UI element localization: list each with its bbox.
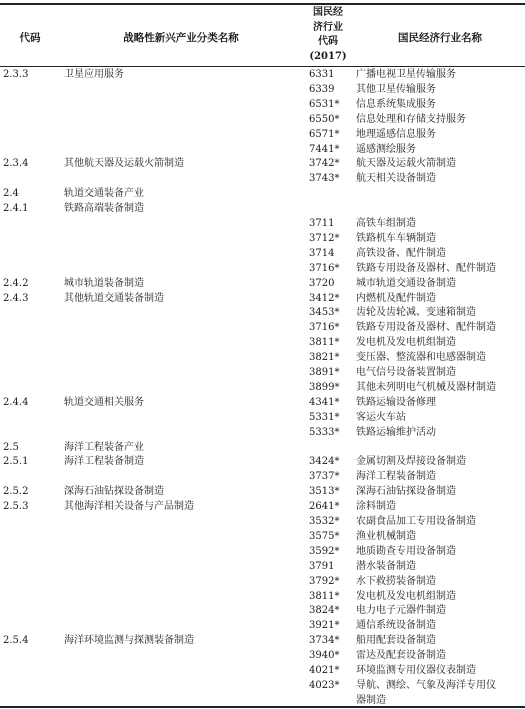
row-national-code: 6531* (309, 98, 340, 110)
row-category-name: 其他航天器及运载火箭制造 (64, 158, 184, 170)
row-code: 2.5.3 (3, 501, 29, 513)
row-national-code: 3734* (309, 635, 340, 647)
row-national-code: 3575* (309, 530, 340, 542)
table-row (0, 618, 525, 633)
row-category-name: 卫星应用服务 (64, 69, 124, 80)
row-code: 2.4.3 (3, 292, 29, 304)
table-row (0, 529, 525, 544)
row-category-name: 轨道交通装备产业 (64, 188, 144, 200)
table-row (0, 350, 525, 365)
table-row (0, 216, 525, 231)
row-industry-name: 农副食品加工专用设备制造 (356, 516, 476, 527)
row-industry-name: 深海石油钻探设备制造 (356, 486, 456, 498)
row-national-code: 3592* (309, 545, 340, 557)
table-row (0, 142, 525, 157)
table-top-rule (0, 3, 525, 5)
row-category-name: 海洋工程装备制造 (64, 456, 144, 468)
table-row (0, 261, 525, 276)
row-industry-name: 信息系统集成服务 (356, 98, 436, 110)
table-row (0, 663, 525, 678)
row-national-code: 3453* (309, 307, 340, 319)
table-row (0, 231, 525, 246)
row-industry-name: 齿轮及齿轮减、变速箱制造 (356, 307, 476, 319)
table-row (0, 589, 525, 604)
row-industry-name: 船用配套设备制造 (356, 635, 436, 647)
table-bottom-rule (0, 706, 525, 708)
table-row (0, 380, 525, 395)
row-national-code: 3921* (309, 620, 340, 632)
row-industry-name: 器制造 (356, 694, 386, 706)
row-industry-name: 城市轨道交通设备制造 (356, 277, 456, 289)
table-row (0, 425, 525, 440)
row-industry-name: 地理遥感信息服务 (356, 128, 436, 140)
table-row (0, 678, 525, 693)
table-row (0, 112, 525, 127)
header-national-code (300, 6, 356, 64)
table-row (0, 544, 525, 559)
row-industry-name: 雷达及配套设备制造 (356, 650, 446, 662)
row-national-code: 3821* (309, 352, 340, 364)
row-code: 2.4.1 (3, 203, 29, 215)
row-national-code: 3712* (309, 232, 340, 244)
table-row (0, 97, 525, 112)
row-industry-name: 潜水装备制造 (356, 560, 416, 572)
row-code: 2.3.3 (3, 69, 29, 80)
table-row (0, 603, 525, 618)
row-category-name: 轨道交通相关服务 (64, 396, 144, 408)
row-national-code: 5333* (309, 426, 340, 438)
row-industry-name: 电气信号设备装置制造 (356, 367, 456, 378)
row-industry-name: 航天器及运载火箭制造 (356, 158, 456, 170)
row-national-code: 2641* (309, 501, 340, 513)
table-row (0, 276, 525, 291)
header-code: 代码 (19, 32, 41, 44)
row-national-code: 3891* (309, 367, 340, 378)
row-category-name: 深海石油钻探设备制造 (64, 486, 164, 498)
row-national-code: 5331* (309, 411, 340, 423)
table-row (0, 67, 525, 82)
table-row (0, 574, 525, 589)
row-industry-name: 铁路专用设备及器材、配件制造 (356, 262, 496, 274)
header-category-name: 战略性新兴产业分类名称 (123, 32, 239, 44)
header-national-code-line: 济行业 (313, 21, 343, 33)
row-industry-name: 高铁车组制造 (356, 218, 416, 229)
row-category-name: 铁路高端装备制造 (64, 203, 144, 215)
table-row (0, 320, 525, 335)
header-national-code-line: (2017) (309, 50, 347, 62)
row-national-code: 3412* (309, 292, 340, 304)
row-industry-name: 铁路运输维护活动 (356, 426, 436, 438)
row-category-name: 海洋工程装备产业 (64, 441, 144, 453)
row-national-code: 6571* (309, 128, 340, 140)
table-row (0, 633, 525, 648)
row-national-code: 4023* (309, 679, 340, 691)
table-row (0, 365, 525, 380)
row-industry-name: 铁路运输设备修理 (356, 396, 436, 408)
row-industry-name: 变压器、整流器和电感器制造 (356, 352, 486, 364)
row-industry-name: 水下救捞装备制造 (356, 575, 436, 587)
row-national-code: 3811* (309, 590, 340, 602)
header-industry-name: 国民经济行业名称 (398, 32, 482, 44)
row-national-code: 3716* (309, 322, 340, 334)
row-industry-name: 海洋工程装备制造 (356, 471, 436, 483)
row-national-code: 6550* (309, 113, 340, 125)
table-row (0, 440, 525, 455)
row-industry-name: 航天相关设备制造 (356, 173, 436, 185)
row-industry-name: 其他未列明电气机械及器材制造 (356, 381, 496, 393)
row-national-code: 3720 (309, 277, 335, 289)
table-row (0, 514, 525, 529)
table-row (0, 156, 525, 171)
table-row (0, 246, 525, 261)
row-national-code: 4021* (309, 665, 340, 676)
row-category-name: 城市轨道装备制造 (64, 277, 144, 289)
row-code: 2.5.1 (3, 456, 29, 468)
row-industry-name: 铁路机车车辆制造 (356, 232, 436, 244)
row-national-code: 3532* (309, 516, 340, 527)
row-national-code: 3513* (309, 486, 340, 498)
row-national-code: 3824* (309, 605, 340, 617)
table-row (0, 171, 525, 186)
row-code: 2.5.4 (3, 635, 29, 647)
row-industry-name: 高铁设备、配件制造 (356, 247, 446, 259)
row-national-code: 6339 (309, 83, 335, 95)
table-row (0, 469, 525, 484)
table-row (0, 559, 525, 574)
table-row (0, 454, 525, 469)
row-industry-name: 广播电视卫星传输服务 (356, 69, 456, 80)
row-industry-name: 通信系统设备制造 (356, 620, 436, 632)
row-industry-name: 内燃机及配件制造 (356, 292, 436, 304)
header-national-code-line: 国民经 (313, 7, 343, 18)
table-row (0, 484, 525, 499)
row-code: 2.5 (3, 441, 19, 453)
table-row (0, 410, 525, 425)
row-industry-name: 其他卫星传输服务 (356, 83, 436, 95)
table-row (0, 82, 525, 97)
row-category-name: 其他轨道交通装备制造 (64, 292, 164, 304)
table-row (0, 305, 525, 320)
row-national-code: 3424* (309, 456, 340, 468)
row-national-code: 7441* (309, 143, 340, 155)
table-row (0, 127, 525, 142)
row-industry-name: 涂料制造 (356, 501, 396, 513)
row-code: 2.4 (3, 188, 19, 200)
row-national-code: 3792* (309, 575, 340, 587)
row-national-code: 3811* (309, 337, 340, 349)
row-national-code: 6331 (309, 69, 335, 80)
table-row (0, 201, 525, 216)
row-industry-name: 金属切割及焊接设备制造 (356, 456, 466, 468)
row-industry-name: 环境监测专用仪器仪表制造 (356, 665, 476, 676)
row-national-code: 3743* (309, 173, 340, 185)
row-national-code: 3791 (309, 560, 335, 572)
row-industry-name: 渔业机械制造 (356, 530, 416, 542)
row-industry-name: 发电机及发电机组制造 (356, 590, 456, 602)
row-category-name: 其他海洋相关设备与产品制造 (64, 501, 194, 513)
row-code: 2.4.4 (3, 396, 29, 408)
row-national-code: 3742* (309, 158, 340, 170)
row-category-name: 海洋环境监测与探测装备制造 (64, 635, 194, 647)
table-row (0, 291, 525, 306)
row-industry-name: 导航、测绘、气象及海洋专用仪 (356, 679, 496, 691)
row-code: 2.4.2 (3, 277, 29, 289)
row-national-code: 3716* (309, 262, 340, 274)
row-national-code: 3714 (309, 247, 335, 259)
row-industry-name: 铁路专用设备及器材、配件制造 (356, 322, 496, 334)
row-national-code: 3899* (309, 381, 340, 393)
row-industry-name: 发电机及发电机组制造 (356, 337, 456, 349)
row-industry-name: 信息处理和存储支持服务 (356, 113, 466, 125)
table-row (0, 395, 525, 410)
row-national-code: 4341* (309, 396, 340, 408)
row-code: 2.3.4 (3, 158, 29, 170)
table-row (0, 499, 525, 514)
row-national-code: 3737* (309, 471, 340, 483)
row-industry-name: 遥感测绘服务 (356, 143, 416, 155)
row-national-code: 3940* (309, 650, 340, 662)
row-industry-name: 客运火车站 (356, 411, 406, 423)
row-industry-name: 地质勘查专用设备制造 (356, 545, 456, 557)
table-row (0, 186, 525, 201)
table-row (0, 335, 525, 350)
header-national-code-line: 代码 (318, 36, 338, 47)
row-industry-name: 电力电子元器件制造 (356, 605, 446, 617)
table-row (0, 648, 525, 663)
row-code: 2.5.2 (3, 486, 29, 498)
row-national-code: 3711 (309, 218, 335, 229)
